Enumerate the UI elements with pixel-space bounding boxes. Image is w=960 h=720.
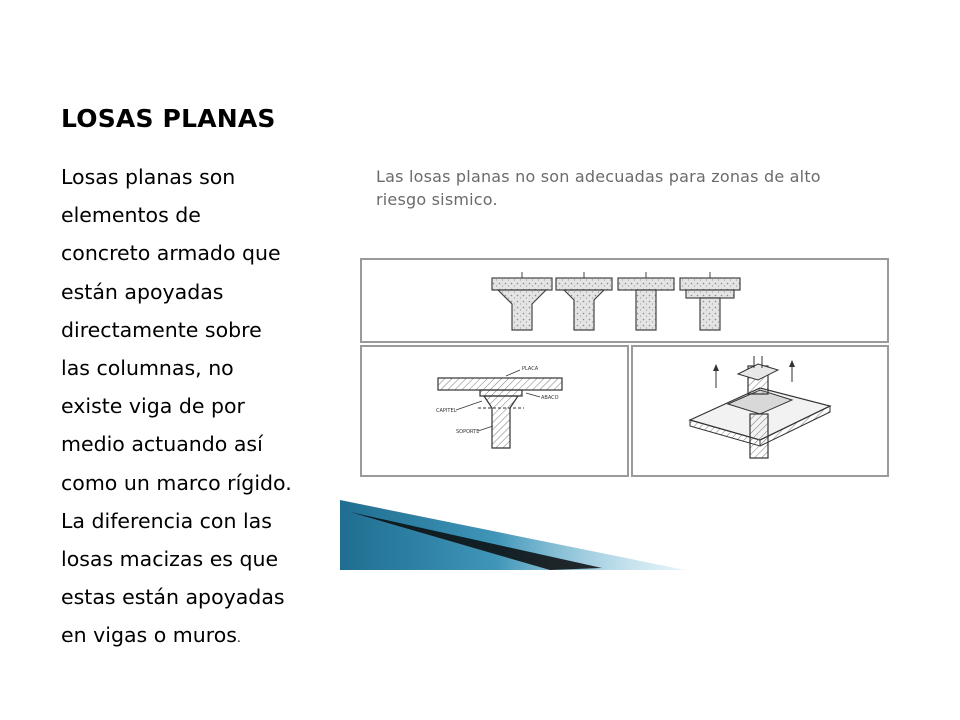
- body-line: las columnas, no: [61, 356, 234, 381]
- body-paragraph: [61, 158, 357, 658]
- figure-caption: [376, 165, 896, 211]
- body-line: medio actuando así: [61, 432, 263, 457]
- body-line: están apoyadas: [61, 279, 224, 304]
- label-capitel: CAPITEL: [436, 408, 457, 414]
- body-line: Losas planas son: [61, 165, 236, 189]
- accent-swoosh-shape: [340, 500, 700, 572]
- body-line-last: [61, 616, 357, 657]
- caption-line: Las losas planas no son adecuadas para zonas de alto: [376, 167, 821, 186]
- body-line: elementos de: [61, 203, 201, 228]
- label-abaco: ABACO: [541, 395, 559, 401]
- caption-line: riesgo sismico.: [376, 190, 498, 209]
- body-line: losas macizas es que: [61, 547, 279, 572]
- slide-title: LOSAS PLANAS: [61, 104, 276, 133]
- body-line: La diferencia con las: [61, 508, 272, 533]
- body-line-text: en vigas o muros: [61, 623, 237, 648]
- body-line: concreto armado que: [61, 241, 281, 266]
- slab-diagram-figure: [360, 258, 890, 480]
- slab-diagram: [360, 258, 890, 480]
- decorative-accent-swoosh: [340, 500, 700, 572]
- body-end-period: .: [236, 631, 241, 646]
- label-soporte: SOPORTE: [456, 429, 480, 435]
- body-line: directamente sobre: [61, 317, 262, 342]
- top-panel-frame: [361, 259, 888, 342]
- body-line: como un marco rígido.: [61, 470, 292, 495]
- body-line: estas están apoyadas: [61, 585, 285, 610]
- label-placa: PLACA: [522, 366, 539, 372]
- body-line: existe viga de por: [61, 394, 245, 419]
